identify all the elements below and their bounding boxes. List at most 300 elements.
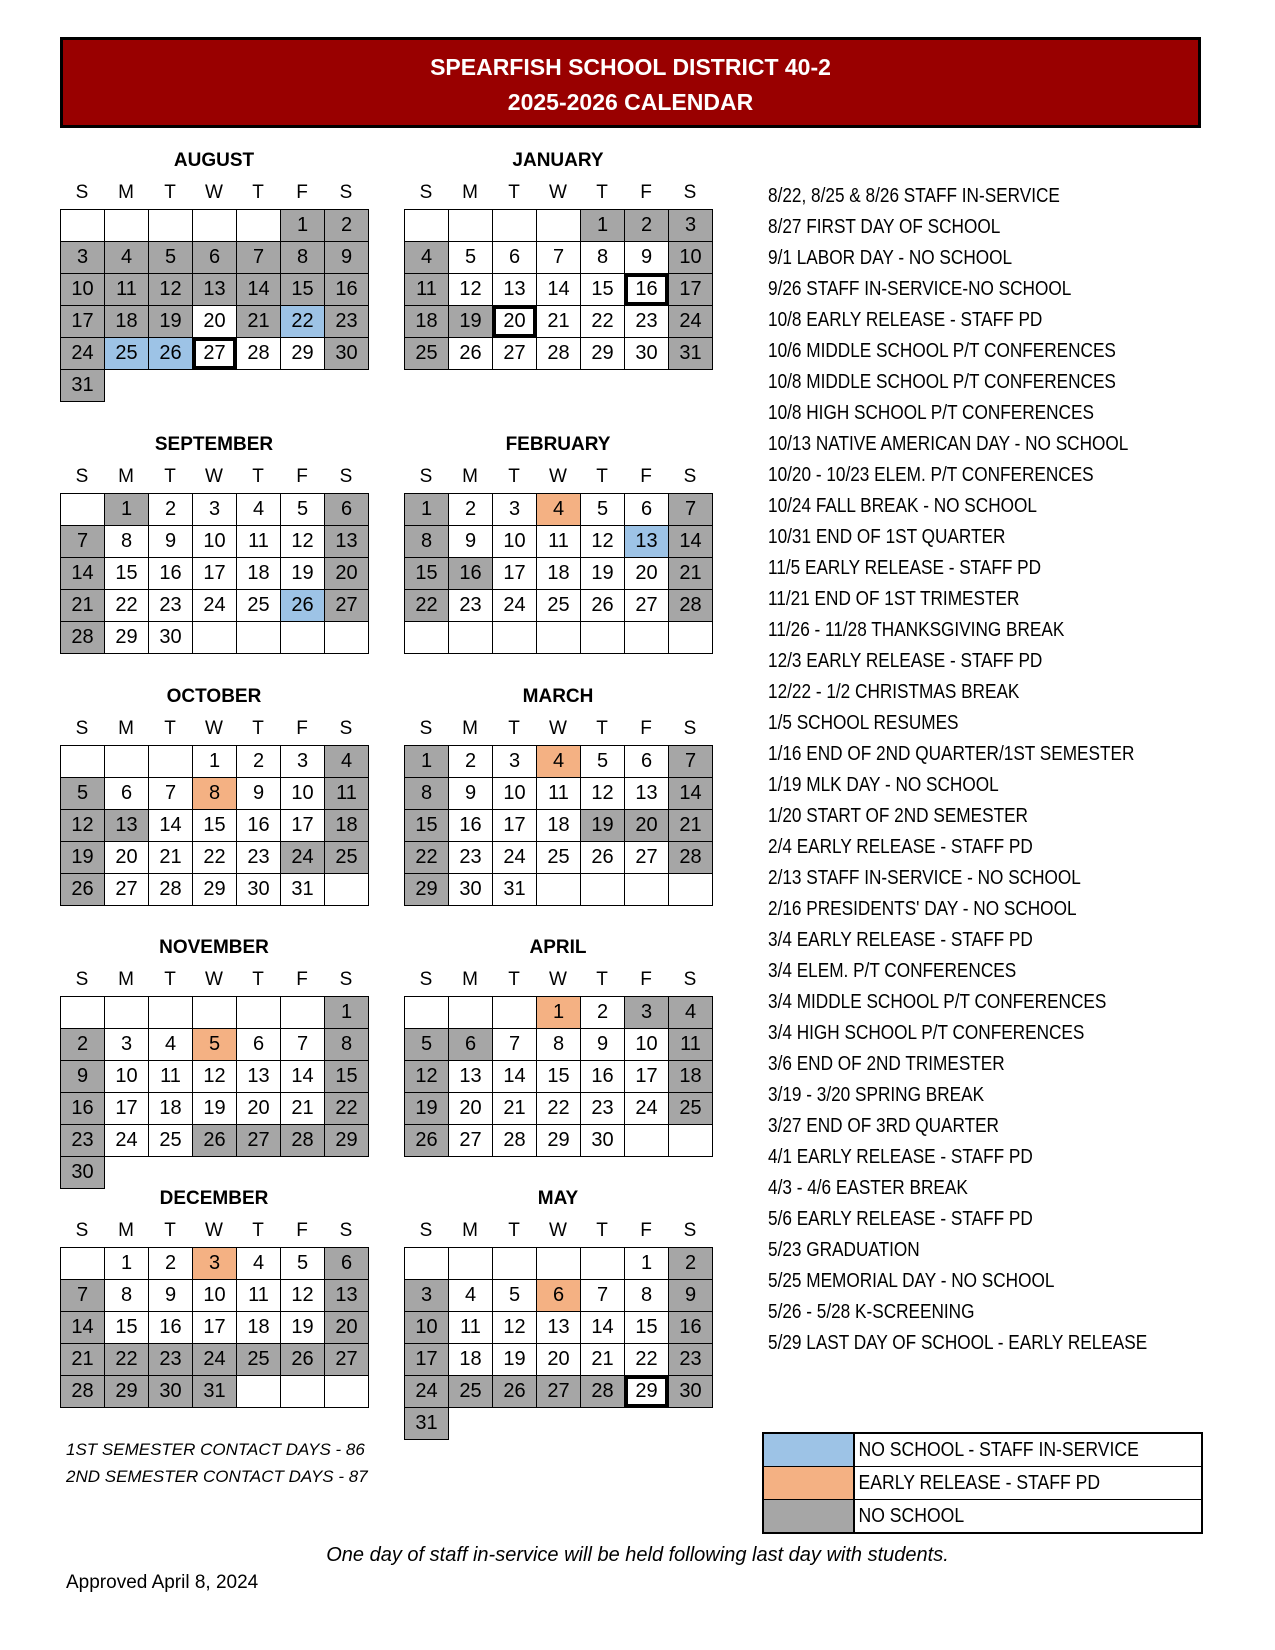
day-cell: 23 (236, 841, 281, 874)
blank-cell (536, 1407, 581, 1440)
weekday-label: F (296, 466, 308, 487)
empty-day-cell (668, 621, 713, 654)
event-item: 10/24 FALL BREAK - NO SCHOOL (768, 495, 1037, 517)
weekday-label: S (339, 969, 353, 990)
day-cell: 13 (236, 1060, 281, 1093)
day-cell: 27 (536, 1375, 581, 1408)
day-cell: 24 (280, 841, 325, 874)
event-item: 1/20 START OF 2ND SEMESTER (768, 805, 1028, 827)
month-grid (404, 493, 712, 653)
weekday-label: S (419, 182, 433, 203)
event-item: 8/22, 8/25 & 8/26 STAFF IN-SERVICE (768, 185, 1060, 207)
month-name: FEBRUARY (505, 434, 611, 455)
day-cell: 11 (104, 273, 149, 306)
day-cell: 2 (580, 996, 625, 1029)
day-cell: 23 (60, 1124, 105, 1157)
blank-cell (104, 1156, 149, 1189)
blank-cell (280, 369, 325, 402)
weekday-header (60, 465, 368, 489)
day-cell: 15 (280, 273, 325, 306)
legend-label: NO SCHOOL (858, 1505, 965, 1527)
day-cell: 22 (104, 589, 149, 622)
day-cell: 16 (448, 809, 493, 842)
day-cell: 4 (404, 241, 449, 274)
empty-day-cell (104, 209, 149, 242)
day-cell: 30 (448, 873, 493, 906)
day-cell: 3 (624, 996, 669, 1029)
day-cell: 8 (536, 1028, 581, 1061)
weekday-label: T (508, 1220, 520, 1241)
weekday-label: M (118, 182, 134, 203)
blank-cell (448, 1407, 493, 1440)
district-title: SPEARFISH SCHOOL DISTRICT 40-2 (430, 54, 831, 80)
day-cell: 23 (580, 1092, 625, 1125)
legend-no-school (764, 1500, 1201, 1532)
day-cell: 20 (492, 305, 537, 338)
day-cell: 21 (580, 1343, 625, 1376)
event-item: 3/4 ELEM. P/T CONFERENCES (768, 960, 1017, 982)
empty-day-cell (148, 996, 193, 1029)
blank-cell (148, 1156, 193, 1189)
weekday-label: W (549, 969, 567, 990)
day-cell: 21 (492, 1092, 537, 1125)
day-cell: 22 (280, 305, 325, 338)
day-cell: 12 (192, 1060, 237, 1093)
event-item: 2/4 EARLY RELEASE - STAFF PD (768, 836, 1033, 858)
empty-day-cell (236, 1375, 281, 1408)
legend-early-release (764, 1467, 1201, 1500)
day-cell: 28 (536, 337, 581, 370)
empty-day-cell (492, 996, 537, 1029)
event-item: 10/31 END OF 1ST QUARTER (768, 526, 1006, 548)
month-december (60, 1188, 368, 1407)
day-cell: 30 (60, 1156, 105, 1189)
event-item: 4/1 EARLY RELEASE - STAFF PD (768, 1146, 1033, 1168)
blank-cell (192, 1156, 237, 1189)
day-cell: 5 (448, 241, 493, 274)
day-cell: 25 (104, 337, 149, 370)
month-grid (404, 996, 712, 1156)
weekday-label: M (462, 466, 478, 487)
blank-cell (624, 1407, 669, 1440)
day-cell: 14 (668, 777, 713, 810)
day-cell: 31 (280, 873, 325, 906)
weekday-label: T (164, 1220, 176, 1241)
day-cell: 16 (624, 273, 669, 306)
day-cell: 8 (104, 525, 149, 558)
day-cell: 15 (104, 1311, 149, 1344)
day-cell: 12 (280, 1279, 325, 1312)
event-item: 10/13 NATIVE AMERICAN DAY - NO SCHOOL (768, 433, 1129, 455)
day-cell: 24 (192, 1343, 237, 1376)
weekday-label: W (205, 718, 223, 739)
empty-day-cell (404, 1247, 449, 1280)
weekday-label: T (164, 182, 176, 203)
weekday-label: S (75, 718, 89, 739)
empty-day-cell (492, 1247, 537, 1280)
day-cell: 21 (60, 1343, 105, 1376)
month-name: MAY (537, 1188, 579, 1209)
weekday-label: T (596, 969, 608, 990)
empty-day-cell (404, 621, 449, 654)
empty-day-cell (448, 209, 493, 242)
weekday-label: F (640, 1220, 652, 1241)
day-cell: 21 (280, 1092, 325, 1125)
event-item: 3/4 MIDDLE SCHOOL P/T CONFERENCES (768, 991, 1107, 1013)
day-cell: 24 (492, 841, 537, 874)
day-cell: 2 (624, 209, 669, 242)
day-cell: 13 (624, 525, 669, 558)
day-cell: 22 (536, 1092, 581, 1125)
day-cell: 10 (280, 777, 325, 810)
day-cell: 26 (280, 589, 325, 622)
event-item: 1/16 END OF 2ND QUARTER/1ST SEMESTER (768, 743, 1135, 765)
day-cell: 27 (192, 337, 237, 370)
day-cell: 27 (492, 337, 537, 370)
day-cell: 20 (624, 557, 669, 590)
day-cell: 20 (324, 1311, 369, 1344)
event-item: 5/6 EARLY RELEASE - STAFF PD (768, 1208, 1033, 1230)
footnote: One day of staff in-service will be held following last day with students. (326, 1544, 949, 1566)
event-item: 3/6 END OF 2ND TRIMESTER (768, 1053, 1005, 1075)
day-cell: 18 (668, 1060, 713, 1093)
weekday-label: T (508, 466, 520, 487)
blank-cell (580, 1407, 625, 1440)
day-cell: 11 (324, 777, 369, 810)
day-cell: 30 (148, 621, 193, 654)
day-cell: 29 (404, 873, 449, 906)
blank-cell (280, 1156, 325, 1189)
month-name: OCTOBER (166, 686, 262, 707)
month-name: JANUARY (512, 150, 604, 171)
second-semester-contact-days: 2ND SEMESTER CONTACT DAYS - 87 (66, 1467, 368, 1486)
day-cell: 13 (536, 1311, 581, 1344)
weekday-label: S (339, 182, 353, 203)
day-cell: 23 (448, 589, 493, 622)
day-cell: 16 (148, 557, 193, 590)
day-cell: 11 (404, 273, 449, 306)
weekday-label: S (683, 182, 697, 203)
day-cell: 15 (324, 1060, 369, 1093)
day-cell: 9 (236, 777, 281, 810)
day-cell: 30 (324, 337, 369, 370)
weekday-label: F (296, 718, 308, 739)
weekday-header (60, 1219, 368, 1243)
day-cell: 12 (60, 809, 105, 842)
day-cell: 5 (492, 1279, 537, 1312)
day-cell: 9 (60, 1060, 105, 1093)
day-cell: 3 (404, 1279, 449, 1312)
weekday-label: S (419, 718, 433, 739)
weekday-header (404, 465, 712, 489)
day-cell: 12 (492, 1311, 537, 1344)
day-cell: 28 (60, 621, 105, 654)
day-cell: 18 (104, 305, 149, 338)
day-cell: 30 (668, 1375, 713, 1408)
day-cell: 14 (580, 1311, 625, 1344)
day-cell: 10 (404, 1311, 449, 1344)
day-cell: 18 (536, 557, 581, 590)
day-cell: 14 (236, 273, 281, 306)
weekday-label: S (75, 969, 89, 990)
day-cell: 26 (492, 1375, 537, 1408)
day-cell: 6 (624, 493, 669, 526)
blank-cell (324, 369, 369, 402)
weekday-label: T (164, 969, 176, 990)
weekday-label: W (549, 1220, 567, 1241)
day-cell: 14 (148, 809, 193, 842)
event-item: 11/26 - 11/28 THANKSGIVING BREAK (768, 619, 1065, 641)
day-cell: 6 (236, 1028, 281, 1061)
day-cell: 22 (324, 1092, 369, 1125)
empty-day-cell (60, 745, 105, 778)
day-cell: 24 (60, 337, 105, 370)
weekday-label: M (462, 718, 478, 739)
weekday-label: S (419, 1220, 433, 1241)
day-cell: 21 (148, 841, 193, 874)
month-name: MARCH (522, 686, 594, 707)
day-cell: 26 (404, 1124, 449, 1157)
day-cell: 19 (280, 557, 325, 590)
day-cell: 1 (580, 209, 625, 242)
month-march (404, 686, 712, 905)
day-cell: 7 (580, 1279, 625, 1312)
day-cell: 13 (324, 525, 369, 558)
day-cell: 8 (192, 777, 237, 810)
weekday-label: S (683, 718, 697, 739)
day-cell: 21 (536, 305, 581, 338)
month-grid (60, 996, 368, 1188)
day-cell: 18 (536, 809, 581, 842)
day-cell: 18 (448, 1343, 493, 1376)
empty-day-cell (104, 745, 149, 778)
day-cell: 10 (492, 525, 537, 558)
empty-day-cell (280, 621, 325, 654)
blank-cell (236, 369, 281, 402)
day-cell: 17 (492, 809, 537, 842)
day-cell: 16 (236, 809, 281, 842)
day-cell: 15 (192, 809, 237, 842)
empty-day-cell (624, 873, 669, 906)
day-cell: 6 (192, 241, 237, 274)
day-cell: 25 (236, 1343, 281, 1376)
day-cell: 22 (404, 841, 449, 874)
day-cell: 15 (404, 557, 449, 590)
day-cell: 11 (536, 525, 581, 558)
month-may (404, 1188, 712, 1439)
day-cell: 17 (280, 809, 325, 842)
empty-day-cell (236, 621, 281, 654)
day-cell: 26 (580, 589, 625, 622)
day-cell: 28 (668, 589, 713, 622)
day-cell: 19 (148, 305, 193, 338)
day-cell: 7 (148, 777, 193, 810)
day-cell: 3 (60, 241, 105, 274)
empty-day-cell (104, 996, 149, 1029)
in-service-swatch (764, 1434, 855, 1466)
event-item: 2/13 STAFF IN-SERVICE - NO SCHOOL (768, 867, 1081, 889)
empty-day-cell (280, 1375, 325, 1408)
day-cell: 11 (236, 525, 281, 558)
event-item: 3/19 - 3/20 SPRING BREAK (768, 1084, 985, 1106)
no-school-swatch (764, 1500, 855, 1532)
early-release-swatch (764, 1467, 855, 1499)
event-item: 5/25 MEMORIAL DAY - NO SCHOOL (768, 1270, 1055, 1292)
day-cell: 1 (280, 209, 325, 242)
weekday-header (404, 1219, 712, 1243)
day-cell: 7 (60, 1279, 105, 1312)
event-item: 12/22 - 1/2 CHRISTMAS BREAK (768, 681, 1020, 703)
empty-day-cell (148, 209, 193, 242)
day-cell: 29 (624, 1375, 669, 1408)
weekday-label: M (118, 466, 134, 487)
day-cell: 17 (60, 305, 105, 338)
weekday-label: S (339, 466, 353, 487)
day-cell: 24 (668, 305, 713, 338)
weekday-label: T (508, 718, 520, 739)
event-item: 10/8 MIDDLE SCHOOL P/T CONFERENCES (768, 371, 1116, 393)
empty-day-cell (536, 1247, 581, 1280)
day-cell: 26 (192, 1124, 237, 1157)
empty-day-cell (192, 209, 237, 242)
day-cell: 17 (492, 557, 537, 590)
day-cell: 20 (536, 1343, 581, 1376)
day-cell: 21 (236, 305, 281, 338)
day-cell: 11 (148, 1060, 193, 1093)
day-cell: 15 (580, 273, 625, 306)
day-cell: 1 (624, 1247, 669, 1280)
empty-day-cell (280, 996, 325, 1029)
event-item: 10/8 EARLY RELEASE - STAFF PD (768, 309, 1043, 331)
weekday-label: F (640, 466, 652, 487)
day-cell: 6 (324, 493, 369, 526)
day-cell: 6 (536, 1279, 581, 1312)
day-cell: 12 (148, 273, 193, 306)
empty-day-cell (324, 1375, 369, 1408)
day-cell: 8 (404, 777, 449, 810)
day-cell: 2 (236, 745, 281, 778)
day-cell: 27 (104, 873, 149, 906)
day-cell: 26 (580, 841, 625, 874)
day-cell: 23 (624, 305, 669, 338)
day-cell: 2 (148, 493, 193, 526)
day-cell: 26 (448, 337, 493, 370)
day-cell: 9 (580, 1028, 625, 1061)
day-cell: 22 (580, 305, 625, 338)
calendar-header (60, 37, 1201, 128)
empty-day-cell (624, 621, 669, 654)
day-cell: 15 (404, 809, 449, 842)
month-name: DECEMBER (159, 1188, 269, 1209)
weekday-label: T (596, 182, 608, 203)
day-cell: 4 (236, 1247, 281, 1280)
day-cell: 20 (624, 809, 669, 842)
day-cell: 3 (192, 1247, 237, 1280)
empty-day-cell (668, 1124, 713, 1157)
weekday-label: T (596, 1220, 608, 1241)
day-cell: 9 (324, 241, 369, 274)
day-cell: 31 (60, 369, 105, 402)
day-cell: 13 (104, 809, 149, 842)
day-cell: 10 (104, 1060, 149, 1093)
day-cell: 16 (60, 1092, 105, 1125)
day-cell: 1 (324, 996, 369, 1029)
day-cell: 15 (536, 1060, 581, 1093)
day-cell: 20 (192, 305, 237, 338)
day-cell: 17 (624, 1060, 669, 1093)
day-cell: 5 (580, 745, 625, 778)
weekday-label: T (164, 718, 176, 739)
empty-day-cell (492, 621, 537, 654)
weekday-label: F (640, 718, 652, 739)
day-cell: 25 (448, 1375, 493, 1408)
day-cell: 19 (404, 1092, 449, 1125)
day-cell: 10 (668, 241, 713, 274)
day-cell: 16 (580, 1060, 625, 1093)
weekday-label: W (549, 182, 567, 203)
day-cell: 24 (192, 589, 237, 622)
day-cell: 29 (536, 1124, 581, 1157)
weekday-label: T (508, 182, 520, 203)
day-cell: 9 (668, 1279, 713, 1312)
day-cell: 29 (104, 1375, 149, 1408)
weekday-label: W (549, 718, 567, 739)
events-list (768, 181, 1147, 1359)
day-cell: 12 (580, 777, 625, 810)
day-cell: 4 (104, 241, 149, 274)
event-item: 9/1 LABOR DAY - NO SCHOOL (768, 247, 1013, 269)
empty-day-cell (324, 621, 369, 654)
weekday-label: T (164, 466, 176, 487)
day-cell: 4 (448, 1279, 493, 1312)
day-cell: 30 (580, 1124, 625, 1157)
month-grid (60, 493, 368, 653)
day-cell: 19 (492, 1343, 537, 1376)
day-cell: 31 (192, 1375, 237, 1408)
day-cell: 3 (668, 209, 713, 242)
weekday-label: T (508, 969, 520, 990)
empty-day-cell (236, 996, 281, 1029)
blank-cell (192, 369, 237, 402)
day-cell: 11 (668, 1028, 713, 1061)
weekday-header (60, 181, 368, 205)
weekday-header (60, 717, 368, 741)
day-cell: 13 (448, 1060, 493, 1093)
day-cell: 11 (536, 777, 581, 810)
day-cell: 8 (104, 1279, 149, 1312)
month-grid (404, 1247, 712, 1439)
day-cell: 8 (280, 241, 325, 274)
day-cell: 3 (280, 745, 325, 778)
weekday-label: T (596, 718, 608, 739)
empty-day-cell (448, 996, 493, 1029)
weekday-header (60, 968, 368, 992)
blank-cell (324, 1156, 369, 1189)
month-name: AUGUST (173, 150, 255, 171)
day-cell: 29 (104, 621, 149, 654)
event-item: 3/4 HIGH SCHOOL P/T CONFERENCES (768, 1022, 1085, 1044)
day-cell: 24 (492, 589, 537, 622)
blank-cell (104, 369, 149, 402)
day-cell: 16 (448, 557, 493, 590)
day-cell: 30 (624, 337, 669, 370)
day-cell: 14 (60, 1311, 105, 1344)
day-cell: 14 (60, 557, 105, 590)
empty-day-cell (448, 1247, 493, 1280)
empty-day-cell (192, 621, 237, 654)
day-cell: 17 (192, 1311, 237, 1344)
day-cell: 29 (280, 337, 325, 370)
